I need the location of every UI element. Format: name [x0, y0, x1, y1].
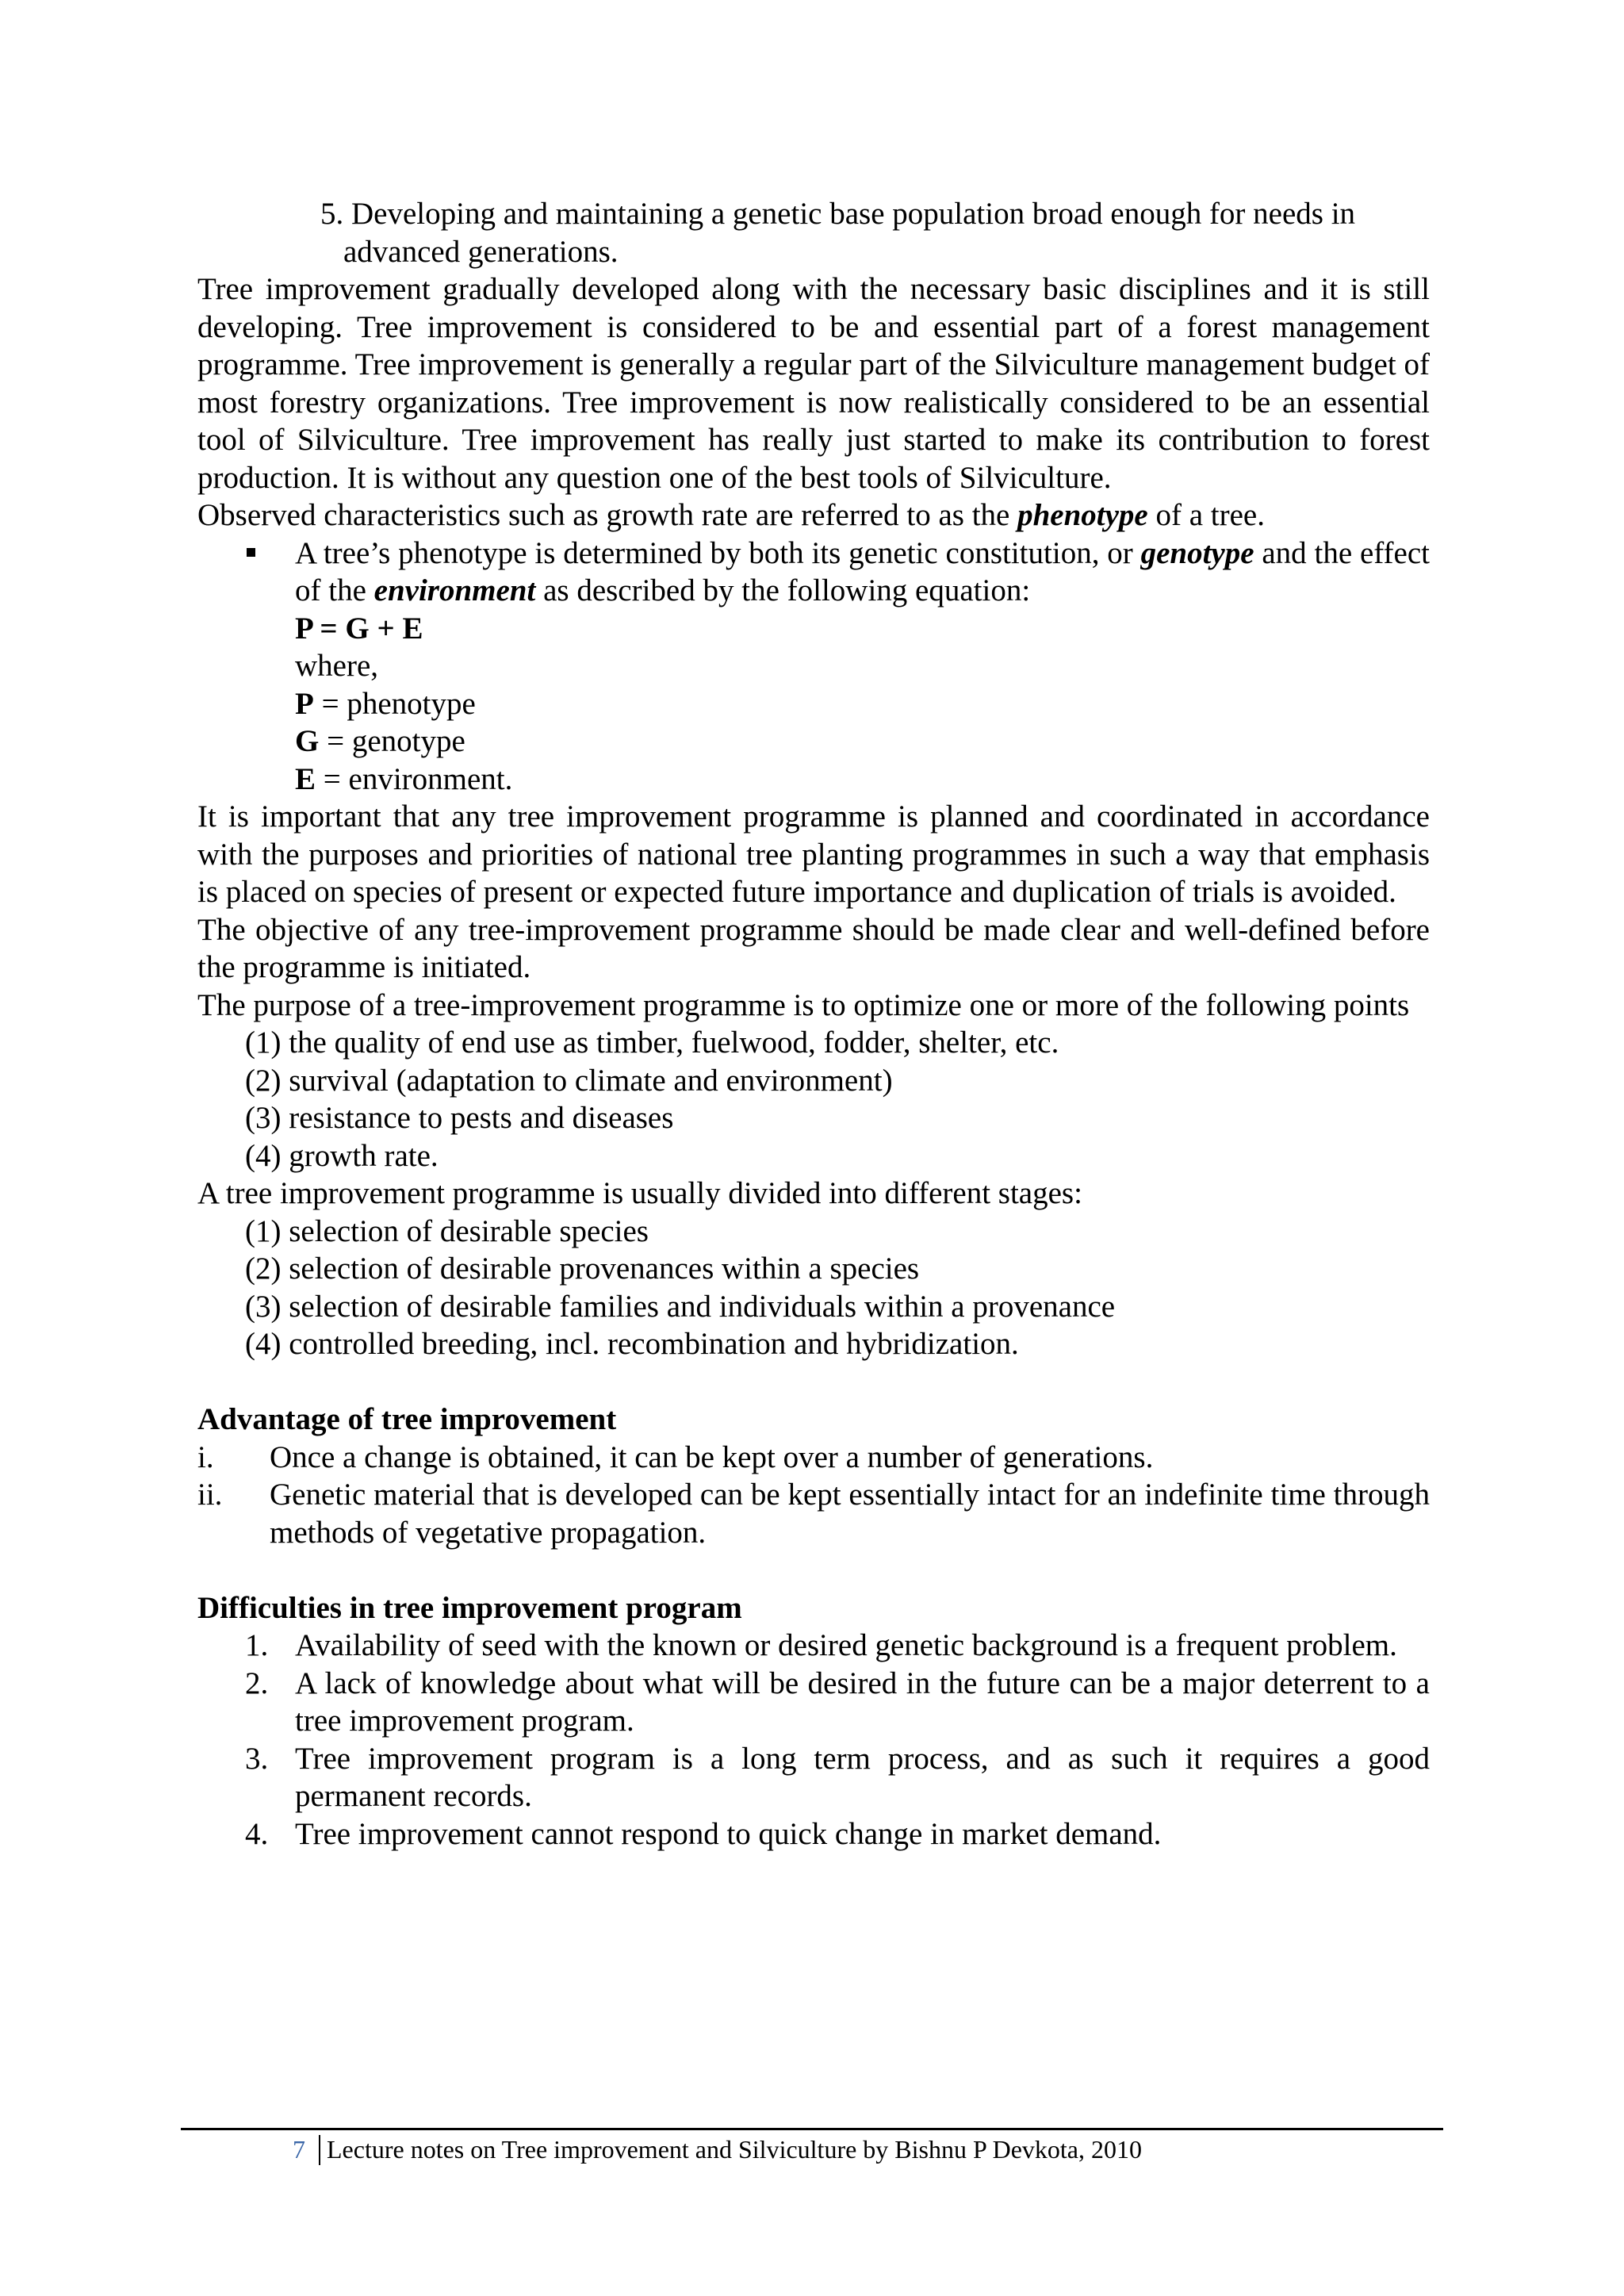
list-item-5 [197, 195, 1430, 270]
paragraph-objective: The objective of any tree-improvement programme should be made clear and well-defined before the programme is initiated. [197, 912, 1430, 984]
list-item: ii. Genetic material that is developed can be kept essentially intact for an indefinite time through methods of vegetative propagation. [197, 1478, 1430, 1550]
list-item: 1. Availability of seed with the known or desired genetic background is a frequent problem. [245, 1628, 1397, 1662]
definition-e: E = environment. [295, 761, 513, 796]
paragraph-purpose: The purpose of a tree-improvement programme is to optimize one or more of the following points [197, 987, 1410, 1022]
stages-list [197, 1213, 1430, 1363]
list-item: i. Once a change is obtained, it can be kept over a number of generations. [197, 1439, 1154, 1474]
purpose-list [197, 1024, 1430, 1175]
list-item: (3) selection of desirable families and individuals within a provenance [245, 1289, 1116, 1324]
paragraph-tree-improvement: Tree improvement gradually developed along with the necessary basic disciplines and it is still developing. Tree improvement is considered to be and essential part of a forest management programme. Tree improvement is generally a regular part of the Silviculture management budget of most forestry organizations. Tree improvement is now realistically considered to be an essential tool of Silviculture. Tree improvement has really just started to make its contribution to forest production. It is without any question one of the best tools of Silviculture. [197, 272, 1430, 495]
spacer [197, 1363, 1430, 1401]
spacer [197, 1551, 1430, 1589]
heading-advantage: Advantage of tree improvement [197, 1402, 617, 1436]
list-item-5-line2: advanced generations. [343, 234, 619, 269]
definition-g: G = genotype [295, 724, 465, 758]
paragraph-planning: It is important that any tree improvement programme is planned and coordinated in accordance with the purposes and priorities of national tree planting programmes in such a way that emphasis is placed on species of present or expected future importance and duplication of trials is avoided. [197, 799, 1430, 909]
list-item: 3. Tree improvement program is a long term process, and as such it requires a good permanent records. [245, 1741, 1430, 1813]
term-genotype: genotype [1140, 535, 1254, 570]
term-phenotype: phenotype [1017, 498, 1148, 532]
list-item: (4) controlled breeding, incl. recombination and hybridization. [245, 1327, 1019, 1361]
footer-text: Lecture notes on Tree improvement and Silviculture by Bishnu P Devkota, 2010 [327, 2135, 1142, 2164]
equation: P = G + E [295, 611, 423, 646]
term-environment: environment [373, 573, 536, 608]
footer-separator [319, 2135, 320, 2165]
page-content [197, 195, 1430, 1853]
list-item: (3) resistance to pests and diseases [245, 1101, 674, 1135]
list-item: 2. A lack of knowledge about what will be desired in the future can be a major deterrent to a tree improvement program. [245, 1665, 1430, 1738]
paragraph-stages: A tree improvement programme is usually divided into different stages: [197, 1176, 1082, 1210]
bullet-item-phenotype: A tree’s phenotype is determined by both its genetic constitution, or genotype and the effect of the environment as described by the following equation: [197, 535, 1430, 610]
paragraph-phenotype: Observed characteristics such as growth rate are referred to as the phenotype of a tree. [197, 498, 1265, 532]
where-label: where, [295, 649, 379, 683]
list-item: 4. Tree improvement cannot respond to quick change in market demand. [245, 1816, 1162, 1851]
page-number: 7 [293, 2135, 305, 2164]
list-item-5-line1: 5. Developing and maintaining a genetic base population broad enough for needs in [320, 197, 1356, 231]
list-item: (2) selection of desirable provenances within a species [245, 1251, 920, 1286]
heading-difficulties: Difficulties in tree improvement program [197, 1590, 742, 1625]
definition-p: P = phenotype [295, 686, 476, 721]
square-bullet-icon [247, 535, 278, 573]
list-item: (2) survival (adaptation to climate and environment) [245, 1063, 893, 1098]
list-item: (4) growth rate. [245, 1138, 439, 1173]
equation-block [197, 610, 1430, 799]
list-item: (1) selection of desirable species [245, 1213, 649, 1248]
list-item: (1) the quality of end use as timber, fuelwood, fodder, shelter, etc. [245, 1025, 1059, 1060]
page-footer [181, 2130, 1443, 2170]
